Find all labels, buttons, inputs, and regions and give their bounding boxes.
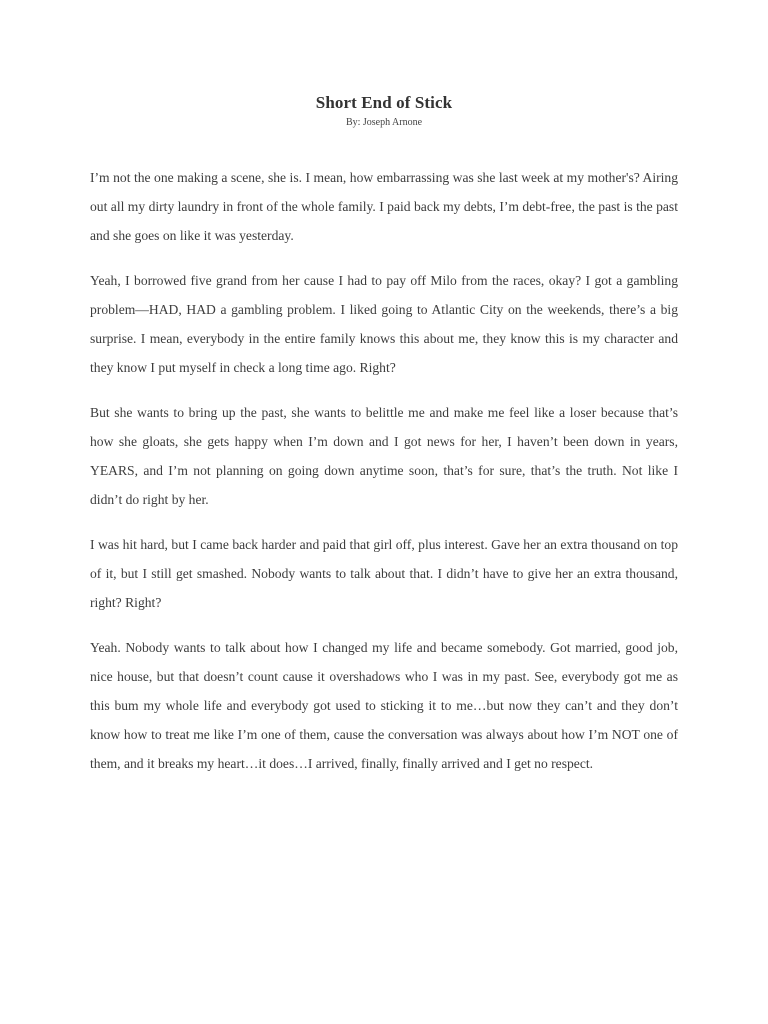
paragraph: Yeah, I borrowed five grand from her cause I had to pay off Milo from the races, okay? I got a gambling problem—HAD, HAD a gambling problem. I liked going to Atlantic City on the weekends, there’s a big surprise. I mean, everybody in the entire family knows this about me, they know this is my character and they know I put myself in check a long time ago. Right? xyxy=(90,273,678,375)
paragraph: But she wants to bring up the past, she wants to belittle me and make me feel like a loser because that’s how she gloats, she gets happy when I’m down and I got news for her, I haven’t been down in years, YEARS, and I’m not planning on going down anytime soon, that’s for sure, that’s the truth. Not like I didn’t do right by her. xyxy=(90,405,678,507)
paragraph: I’m not the one making a scene, she is. I mean, how embarrassing was she last week at my mother's? Airing out all my dirty laundry in front of the whole family. I paid back my debts, I’m debt-free, the past is the past and she goes on like it was yesterday. xyxy=(90,170,678,243)
document-title: Short End of Stick xyxy=(315,93,453,112)
paragraph: I was hit hard, but I came back harder and paid that girl off, plus interest. Gave her an extra thousand on top of it, but I still get smashed. Nobody wants to talk about that. I didn’t have to give her an extra thousand, right? Right? xyxy=(90,537,678,610)
paragraph: Yeah. Nobody wants to talk about how I changed my life and became somebody. Got married, good job, nice house, but that doesn’t count cause it overshadows who I was in my past. See, everybody got me as this bum my whole life and everybody got used to sticking it to me…but now they can’t and they don’t know how to treat me like I’m one of them, cause the conversation was always about how I’m NOT one of them, and it breaks my heart…it does…I arrived, finally, finally arrived and I get no respect. xyxy=(90,640,678,771)
document-byline: By: Joseph Arnone xyxy=(345,117,423,128)
document-body xyxy=(90,163,678,794)
